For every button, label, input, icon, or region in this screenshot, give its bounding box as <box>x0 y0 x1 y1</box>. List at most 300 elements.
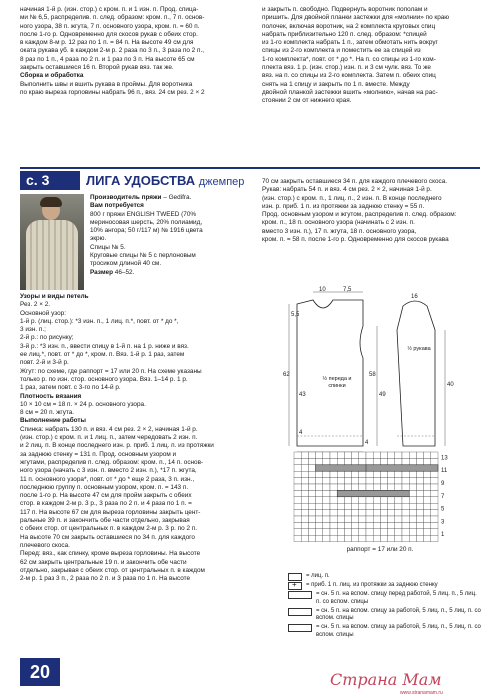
sleeve-label: ½ рукава <box>407 346 431 352</box>
chart-cell <box>402 503 409 509</box>
chart-cell <box>395 535 402 541</box>
chart-cell <box>416 484 423 490</box>
chart-cell <box>344 471 351 477</box>
legend-item <box>288 624 483 640</box>
legend-symbol-icon <box>288 591 312 599</box>
instruction-line: Основной узор: <box>20 309 67 317</box>
chart-cell <box>308 465 315 471</box>
cable-cross-mark <box>337 490 409 496</box>
chart-cell <box>424 458 431 464</box>
chart-repeat-label: раппорт = 17 или 20 п. <box>346 546 414 553</box>
chart-cell <box>337 529 344 535</box>
top-right-line: спицы из 2-го комплекта и поместить ее за спицей из <box>262 47 421 55</box>
chart-cell <box>294 490 301 496</box>
pattern-diagram <box>285 286 480 456</box>
chart-cell <box>352 510 359 516</box>
mid-right-line: Прод. основным узором и жгутом, распределив п. след. образом: <box>262 211 457 219</box>
chart-cell <box>409 529 416 535</box>
chart-cell <box>330 510 337 516</box>
chart-cell <box>344 452 351 458</box>
chart-cell <box>402 516 409 522</box>
chart-cell <box>301 529 308 535</box>
chart-cell <box>388 510 395 516</box>
chart-cell <box>366 510 373 516</box>
chart-cell <box>395 452 402 458</box>
chart-cell <box>424 529 431 535</box>
maker-value: – Gedifra. <box>161 194 192 201</box>
chart-row-label: 1 <box>441 532 445 539</box>
chart-cell <box>431 522 438 528</box>
legend-symbol-icon <box>288 582 302 590</box>
chart-cell <box>301 516 308 522</box>
chart-cell <box>388 516 395 522</box>
chart-cell <box>344 529 351 535</box>
chart-cell <box>330 471 337 477</box>
page-number: 20 <box>20 658 60 686</box>
chart-cell <box>344 516 351 522</box>
chart-cell <box>402 535 409 541</box>
chart-cell <box>308 510 315 516</box>
chart-cell <box>301 452 308 458</box>
top-right-text <box>262 6 480 106</box>
instruction-line: 8 см = 20 п. жгута. <box>20 409 75 417</box>
chart-cell <box>424 478 431 484</box>
chart-cell <box>380 458 387 464</box>
chart-cell <box>337 535 344 541</box>
instructions-text <box>20 293 256 583</box>
chart-cell <box>337 471 344 477</box>
instruction-line: ного узора (начать с 3 изн. п. вместо 2 изн. п.), *17 п. жгута, <box>20 467 197 475</box>
top-right-line: из 1-го комплекта набрать 1 п., затем обмотать нить вокруг <box>262 39 438 47</box>
instruction-line: 2-м р. 1 раз 3 п., 2 раза по 2 п. и 3 раза по 1 п. На высоте <box>20 575 191 583</box>
instruction-line: На высоте 70 см закрыть оставшиеся по 34 п. для каждого <box>20 533 195 541</box>
mid-right-line: изн. р. приб. 1 п. из протяжки за заднюю стенку = 55 п. <box>262 202 425 210</box>
chart-cell <box>373 516 380 522</box>
chart-cell <box>344 458 351 464</box>
instruction-line: Жгут: по схеме, где раппорт = 17 или 20 п. На схеме указаны <box>20 367 202 375</box>
chart-cell <box>301 458 308 464</box>
chart-cell <box>344 503 351 509</box>
chart-cell <box>359 458 366 464</box>
chart-cell <box>294 471 301 477</box>
chart-cell <box>409 510 416 516</box>
chart-cell <box>330 490 337 496</box>
chart-cell <box>366 484 373 490</box>
chart-cell <box>395 484 402 490</box>
chart-cell <box>409 490 416 496</box>
chart-cell <box>373 529 380 535</box>
dim-top-2: 7,5 <box>343 287 352 293</box>
chart-cell <box>373 503 380 509</box>
dim-mid-1: 58 <box>369 372 376 378</box>
chart-cell <box>330 478 337 484</box>
chart-cell <box>330 529 337 535</box>
chart-cell <box>366 452 373 458</box>
dim-top-1: 10 <box>319 287 326 293</box>
chart-cell <box>380 535 387 541</box>
top-right-line: плекта вяз. 1 р. (изн. стор.) изн. п. и 3 см чулк. вяз. То же <box>262 64 431 72</box>
legend-item <box>288 591 483 607</box>
chart-cell <box>301 522 308 528</box>
chart-cell <box>380 503 387 509</box>
chart-cell <box>388 535 395 541</box>
chart-cell <box>373 452 380 458</box>
chart-cell <box>431 510 438 516</box>
chart-cell <box>388 458 395 464</box>
chart-cell <box>395 516 402 522</box>
chart-cell <box>330 522 337 528</box>
mid-right-line: (изн. стор.) с кром. п., 1 лиц. п., 2 изн. п. В конце последнего <box>262 194 442 202</box>
chart-cell <box>294 522 301 528</box>
chart-cell <box>308 471 315 477</box>
chart-cell <box>352 471 359 477</box>
dim-side: 5,5 <box>291 312 300 318</box>
top-right-line: пришить. Для двойной планки застежки для «молнии» по краю <box>262 14 450 22</box>
chart-cell <box>424 471 431 477</box>
chart-cell <box>359 478 366 484</box>
instruction-line: 1 раз, затем повт. с 3-го по 14-й р. <box>20 384 121 392</box>
top-right-line: набрать приблизительно 120 п. след. образом: *спицей <box>262 30 427 38</box>
section-badge: с. 3 <box>20 171 80 190</box>
chart-cell <box>337 452 344 458</box>
chart-cell <box>431 529 438 535</box>
chart-cell <box>308 503 315 509</box>
chart-cell <box>359 535 366 541</box>
chart-cell <box>344 510 351 516</box>
chart-cell <box>294 510 301 516</box>
chart-cell <box>316 478 323 484</box>
chart-cell <box>424 503 431 509</box>
needed-label: Вам потребуется <box>90 202 144 210</box>
chart-cell <box>388 522 395 528</box>
chart-cell <box>366 503 373 509</box>
chart-cell <box>416 510 423 516</box>
chart-row-label: 3 <box>441 519 445 526</box>
instruction-line: за заднюю стенку = 131 п. Прод. основным узором и <box>20 450 177 458</box>
dim-left-1: 62 <box>283 372 290 378</box>
chart-cell <box>409 452 416 458</box>
chart-cell <box>416 503 423 509</box>
chart-cell <box>431 516 438 522</box>
chart-cell <box>352 529 359 535</box>
chart-cell <box>316 522 323 528</box>
chart-cell <box>373 535 380 541</box>
chart-cell <box>424 452 431 458</box>
chart-cell <box>409 516 416 522</box>
watermark-url: www.stranamam.ru <box>400 690 443 696</box>
chart-cell <box>431 478 438 484</box>
chart-cell <box>402 522 409 528</box>
chart-cell <box>366 529 373 535</box>
chart-cell <box>402 458 409 464</box>
instruction-line: и 2 лиц. п. В конце последнего изн. р. приб. 1 лиц. п. из протяжки <box>20 442 214 450</box>
chart-cell <box>316 503 323 509</box>
chart-cell <box>395 478 402 484</box>
chart-cell <box>344 522 351 528</box>
section-title <box>86 171 244 190</box>
legend-text: = сн. 5 п. на вспом. спицу за работой, 5 лиц. п., 5 лиц. п. со вспом. спицы <box>316 624 481 638</box>
chart-cell <box>294 516 301 522</box>
chart-cell <box>359 503 366 509</box>
chart-cell <box>344 484 351 490</box>
chart-cell <box>409 522 416 528</box>
chart-cell <box>416 529 423 535</box>
chart-cell <box>308 522 315 528</box>
materials-line: Круговые спицы № 5 с перлоновым <box>90 252 196 260</box>
chart-cell <box>308 478 315 484</box>
chart-cell <box>366 478 373 484</box>
chart-cell <box>424 535 431 541</box>
top-right-line: вяз. на п. со спицы из 2-го комплекта. Затем п. обеих спиц <box>262 72 436 80</box>
instruction-line: после 1-го р. На высоте 47 см для пройм закрыть с обеих <box>20 492 192 500</box>
chart-cell <box>380 478 387 484</box>
chart-cell <box>323 510 330 516</box>
chart-cell <box>352 478 359 484</box>
dim-left-3: 4 <box>299 430 303 436</box>
section-subtitle: джемпер <box>198 176 245 188</box>
chart-cell <box>409 497 416 503</box>
chart-cell <box>337 510 344 516</box>
chart-cell <box>359 497 366 503</box>
chart-cell <box>316 458 323 464</box>
chart-cell <box>395 458 402 464</box>
materials-line: 800 г пряжи ENGLISH TWEED (70% <box>90 210 197 218</box>
chart-cell <box>323 535 330 541</box>
chart-cell <box>344 497 351 503</box>
top-left-line: оката рукава уб. в каждом 2-м р. 2 раза по 3 п., 3 раза по 2 п., <box>20 47 205 55</box>
chart-cell <box>337 497 344 503</box>
chart-cell <box>366 516 373 522</box>
chart-cell <box>409 535 416 541</box>
chart-cell <box>359 522 366 528</box>
chart-cell <box>323 522 330 528</box>
chart-cell <box>359 471 366 477</box>
chart-cell <box>380 497 387 503</box>
chart-cell <box>330 452 337 458</box>
chart-cell <box>316 497 323 503</box>
chart-cell <box>301 510 308 516</box>
chart-cell <box>373 458 380 464</box>
assembly-heading: Сборка и обработка <box>20 72 84 80</box>
chart-cell <box>316 490 323 496</box>
chart-cell <box>409 478 416 484</box>
materials-block <box>90 194 256 277</box>
chart-cell <box>337 503 344 509</box>
chart-cell <box>388 471 395 477</box>
chart-cell <box>294 529 301 535</box>
top-left-line: ми № 6,5, распределив. п. след. образом: кром. п., 7 п. основ- <box>20 14 205 22</box>
legend-text: = сн. 5 п. на вспом. спицу за работой, 5 лиц. п., 5 лиц. п. со вспом. спицы <box>316 607 481 622</box>
chart-cell <box>424 490 431 496</box>
chart-cell <box>352 497 359 503</box>
chart-cell <box>308 490 315 496</box>
chart-cell <box>380 484 387 490</box>
chart-cell <box>431 497 438 503</box>
chart-cell <box>337 458 344 464</box>
chart-cell <box>373 484 380 490</box>
instruction-line: стор. в каждом 2-м р. 3 р., 3 раза по 2 п. и 4 раза по 1 п. = <box>20 500 192 508</box>
chart-cell <box>301 471 308 477</box>
chart-cell <box>352 484 359 490</box>
materials-line: экрю. <box>90 235 107 243</box>
chart-cell <box>352 452 359 458</box>
chart-cell <box>352 535 359 541</box>
chart-cell <box>395 497 402 503</box>
legend-item <box>288 608 483 624</box>
chart-cell <box>424 522 431 528</box>
chart-cell <box>337 522 344 528</box>
chart-cell <box>330 484 337 490</box>
materials-line: тросиком длиной 40 см. <box>90 260 162 268</box>
chart-cell <box>388 497 395 503</box>
dim-bottom-2: 4 <box>365 440 369 446</box>
top-left-line: закрыть оставшиеся 16 п. Второй рукав вяз. так же. <box>20 64 174 72</box>
chart-cell <box>416 535 423 541</box>
chart-cell <box>316 516 323 522</box>
top-left-after-line: Выполнить швы и вшить рукава в проймы. Для воротника <box>20 80 193 88</box>
chart-cell <box>301 497 308 503</box>
materials-list <box>90 211 256 269</box>
chart-cell <box>359 484 366 490</box>
section-title-main: ЛИГА УДОБСТВА <box>86 173 196 188</box>
chart-cell <box>308 458 315 464</box>
chart-cell <box>388 452 395 458</box>
chart-row-label: 7 <box>441 493 445 500</box>
mid-right-line: Рукав: набрать 54 п. и вяз. 4 см рез. 2 × 2, начиная 1-й р. <box>262 186 432 194</box>
chart-cell <box>416 516 423 522</box>
chart-cell <box>416 458 423 464</box>
chart-cell <box>359 529 366 535</box>
chart-cell <box>323 490 330 496</box>
chart-cell <box>431 458 438 464</box>
chart-cell <box>308 529 315 535</box>
chart-cell <box>308 535 315 541</box>
chart-cell <box>366 522 373 528</box>
cable-chart <box>290 448 460 548</box>
chart-cell <box>416 452 423 458</box>
chart-cell <box>323 478 330 484</box>
chart-row-label: 13 <box>441 455 448 462</box>
instruction-line: 10 × 10 см = 18 п. × 24 р. основного узора. <box>20 400 146 408</box>
instruction-line: ее лиц.*, повт. от * до *, кром. п. Вяз. 1-й р. 1 раз, затем <box>20 351 185 359</box>
chart-cell <box>316 484 323 490</box>
chart-cell <box>424 516 431 522</box>
chart-cell <box>402 471 409 477</box>
instruction-heading: Узоры и виды петель <box>20 293 89 300</box>
chart-cell <box>323 452 330 458</box>
chart-cell <box>316 529 323 535</box>
instruction-line: только р. по изн. стор. основного узора. Вяз. 1–14 р. 1 р. <box>20 375 188 383</box>
chart-cell <box>323 458 330 464</box>
cable-cross-mark <box>366 465 438 471</box>
chart-cell <box>316 510 323 516</box>
chart-cell <box>308 484 315 490</box>
hair-shape <box>40 197 62 207</box>
chart-cell <box>380 522 387 528</box>
size-value: 46–52. <box>113 268 135 276</box>
legend <box>288 573 483 641</box>
chart-cell <box>416 471 423 477</box>
maker-label: Производитель пряжи <box>90 194 162 201</box>
chart-cell <box>395 471 402 477</box>
top-right-line: стоянии 2 см от нижнего края. <box>262 97 352 105</box>
chart-cell <box>294 503 301 509</box>
chart-cell <box>402 484 409 490</box>
top-right-line: и закрыть п. свободно. Подвернуть воротник пополам и <box>262 6 428 13</box>
chart-cell <box>301 503 308 509</box>
chart-cell <box>388 529 395 535</box>
chart-cell <box>330 458 337 464</box>
instruction-line: жгутами, распределив п. след. образом: кром. п., 14 п. основ- <box>20 458 204 466</box>
chart-cell <box>294 452 301 458</box>
chart-cell <box>402 510 409 516</box>
chart-cell <box>373 478 380 484</box>
instruction-line: с обеих стор. от центральных п. в каждом 2-м р. 3 р. по 2 п. <box>20 525 198 533</box>
chart-cell <box>308 516 315 522</box>
chart-cell <box>301 478 308 484</box>
chart-cell <box>301 490 308 496</box>
legend-item <box>288 582 483 590</box>
chart-cell <box>330 497 337 503</box>
legend-text: = лиц. п. <box>306 573 330 579</box>
chart-row-label: 11 <box>441 468 448 475</box>
mid-right-line: вместо 3 изн. п.), 17 п. жгута, 18 п. основного узора, <box>262 227 417 235</box>
materials-line: мериносовая шерсть, 20% полиамид, <box>90 218 203 226</box>
instruction-line: отдельно, закрывая с обеих стор. от центральных п. в каждом <box>20 566 205 574</box>
instruction-line: повт. 2-й и 3-й р. <box>20 359 69 367</box>
chart-cell <box>337 478 344 484</box>
materials-line: Спицы № 5. <box>90 243 126 251</box>
chart-cell <box>380 516 387 522</box>
chart-cell <box>301 465 308 471</box>
dim-sleeve-1: 40 <box>447 382 454 388</box>
chart-cell <box>301 535 308 541</box>
chart-cell <box>424 484 431 490</box>
chart-cell <box>323 503 330 509</box>
legend-item <box>288 573 483 581</box>
chart-cell <box>294 465 301 471</box>
instruction-line: 117 п. На высоте 67 см для выреза горловины закрыть цент- <box>20 508 201 516</box>
chart-cell <box>373 522 380 528</box>
top-left-line: начиная 1-й р. (изн. стор.) с кром. п. и 1 изн. п. Прод. спица- <box>20 6 199 13</box>
sleeve-instructions <box>262 178 480 244</box>
instruction-line: последнюю группу п. основным узором, кром. п. = 143 п. <box>20 483 189 491</box>
chart-cell <box>424 497 431 503</box>
chart-cell <box>330 535 337 541</box>
chart-cell <box>323 529 330 535</box>
chart-cell <box>431 452 438 458</box>
chart-cell <box>294 535 301 541</box>
chart-cell <box>402 478 409 484</box>
chart-cell <box>359 452 366 458</box>
chart-cell <box>416 497 423 503</box>
chart-cell <box>316 452 323 458</box>
chart-cell <box>388 478 395 484</box>
chart-cell <box>330 503 337 509</box>
chart-cell <box>388 484 395 490</box>
instruction-line: 2-й р.: по рисунку; <box>20 334 74 342</box>
chart-cell <box>352 458 359 464</box>
instruction-line: 1-й р. (лиц. стор.): *3 изн. п., 1 лиц. п.*, повт. от * до *, <box>20 317 179 325</box>
dim-left-2: 43 <box>299 392 306 398</box>
chart-cell <box>431 490 438 496</box>
chart-cell <box>308 497 315 503</box>
watermark-logo: Страна Мам <box>330 670 442 689</box>
chart-cell <box>323 497 330 503</box>
instruction-heading: Выполнение работы <box>20 417 87 425</box>
dim-sleeve-2: 16 <box>411 294 418 300</box>
top-left-text <box>20 6 258 97</box>
